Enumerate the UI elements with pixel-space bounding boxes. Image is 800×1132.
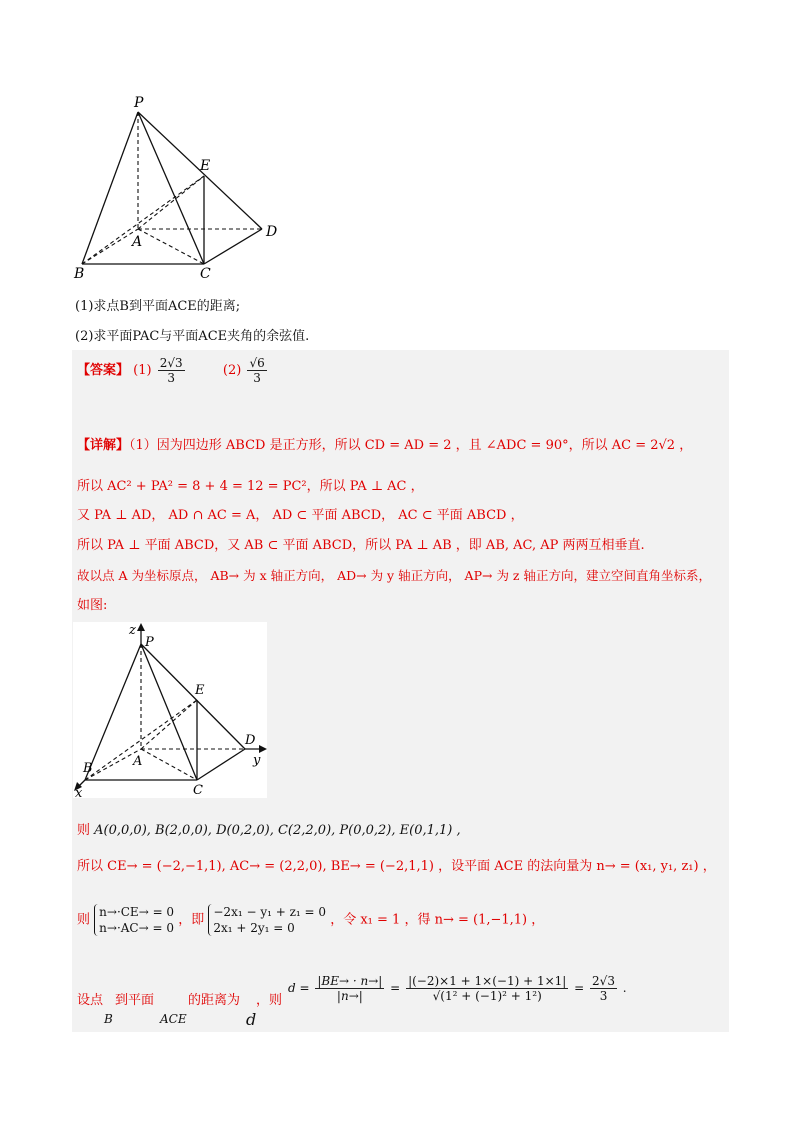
distance-point-B: B bbox=[104, 1012, 113, 1026]
question-1: (1)求点B到平面ACE的距离; bbox=[75, 299, 241, 314]
distance-text-2: 到平面 bbox=[115, 993, 155, 1008]
label-E2: E bbox=[195, 683, 205, 698]
label-P2: P bbox=[145, 635, 154, 650]
detail-line-1: 【详解】（1）因为四边形 ABCD 是正方形，所以 CD = AD = 2 ，且 ∠ADC = 90°，所以 AC = 2√2 ， bbox=[77, 438, 693, 453]
answer-tag: 【答案】 bbox=[77, 363, 130, 378]
label-D: D bbox=[266, 224, 278, 240]
label-x: x bbox=[75, 786, 83, 798]
figure-coordinate bbox=[73, 622, 267, 798]
distance-text-1: 设点 bbox=[77, 993, 104, 1008]
system-vector-conditions: n→·CE→ = 0 n→·AC→ = 0 bbox=[94, 904, 174, 936]
detail-line-4: 所以 PA ⊥ 平面 ABCD，又 AB ⊂ 平面 ABCD，所以 PA ⊥ AB ，即 AB, AC, AP 两两互相垂直. bbox=[77, 538, 645, 553]
label-A2: A bbox=[133, 754, 143, 769]
system-line: 则 n→·CE→ = 0 n→·AC→ = 0 ，即 −2x₁ − y₁ + z₁ = 0 2x₁ + 2y₁ = 0 ，令 x₁ = 1 ，得 n→ = (1,−1,1) ， bbox=[77, 905, 545, 935]
answer-2-fraction: $\frac{√6}{3}$ bbox=[249, 356, 265, 385]
distance-text-4: ，则 bbox=[256, 993, 283, 1008]
formula-fraction-3: $\frac{2√3}{3}$ bbox=[592, 974, 615, 1003]
formula-fraction-2: $\frac{|(-2)\times 1 + 1\times(-1) + 1\times 1|}{\text{√(1² + (−1)² + 1²)}}$ bbox=[408, 974, 567, 1003]
label-P: P bbox=[134, 95, 144, 111]
detail-line-2: 所以 AC² + PA² = 8 + 4 = 12 = PC²，所以 PA ⊥ AC ， bbox=[77, 479, 424, 494]
detail-line-3: 又 PA ⊥ AD， AD ∩ AC = A， AD ⊂ 平面 ABCD， AC ⊂ 平面 ABCD ， bbox=[77, 508, 524, 523]
formula-fraction-1: $\frac{|BE\to \cdot n\to|}{|n\to|}$ bbox=[317, 974, 383, 1003]
answer-1-fraction: $\frac{2√3}{3}$ bbox=[159, 356, 183, 385]
coords-line: 则 A(0,0,0), B(2,0,0), D(0,2,0), C(2,2,0), P(0,0,2), E(0,1,1) , bbox=[77, 823, 461, 838]
distance-text-3: 的距离为 bbox=[188, 993, 241, 1008]
vectors-line: 所以 CE→ = (−2,−1,1), AC→ = (2,2,0), BE→ = (−2,1,1) ，设平面 ACE 的法向量为 n→ = (x₁, y₁, z₁) ， bbox=[77, 859, 716, 874]
answer-part1: (1) bbox=[133, 363, 152, 378]
figure-pyramid bbox=[70, 92, 300, 282]
detail-line-5: 故以点 A 为坐标原点， AB→ 为 x 轴正方向， AD→ 为 y 轴正方向， AP→ 为 z 轴正方向，建立空间直角坐标系， bbox=[77, 568, 711, 583]
label-D2: D bbox=[245, 733, 256, 748]
label-B: B bbox=[74, 266, 85, 282]
coords-text: A(0,0,0), B(2,0,0), D(0,2,0), C(2,2,0), P(0,0,2), E(0,1,1) , bbox=[94, 823, 461, 838]
distance-formula: d = $\frac{|BE\to \cdot n\to|}{|n\to|}$ = $\frac{|(-2)\times 1 + 1\times(-1) + 1\times 1|}{\text{√(1² + (−1)² + 1²)}}$ = $\frac{2√3}{3}$ . bbox=[288, 974, 627, 1003]
system-equations: −2x₁ − y₁ + z₁ = 0 2x₁ + 2y₁ = 0 bbox=[208, 904, 326, 936]
detail-line-6: 如图: bbox=[77, 598, 108, 613]
label-z: z bbox=[129, 623, 136, 638]
label-C2: C bbox=[193, 783, 203, 798]
label-E: E bbox=[200, 158, 211, 174]
label-C: C bbox=[200, 266, 211, 282]
answer-part2: (2) bbox=[222, 363, 242, 378]
distance-plane-ACE: ACE bbox=[160, 1012, 187, 1026]
answer-line bbox=[77, 356, 269, 385]
question-2: (2)求平面PAC与平面ACE夹角的余弦值. bbox=[75, 329, 310, 344]
label-y: y bbox=[253, 753, 261, 768]
detail-tag: 【详解】 bbox=[77, 438, 130, 453]
distance-d: d bbox=[246, 1010, 257, 1029]
label-B2: B bbox=[83, 761, 93, 776]
label-A: A bbox=[132, 234, 143, 250]
